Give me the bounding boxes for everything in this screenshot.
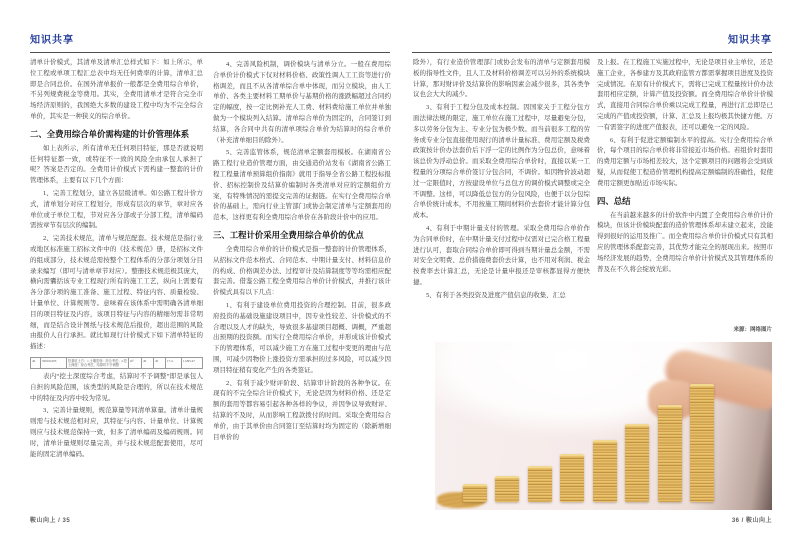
left-page-column-1 xyxy=(30,58,203,510)
coin-stack xyxy=(625,424,649,502)
photo-source-caption: 来源：网络图片 xyxy=(733,327,772,333)
left-page-header: 知识共享 xyxy=(30,35,74,46)
paragraph: 除外），有行业造价管理部门或协会发布的清单与定额套用模板的指导性文件，且人工及材料价格调差可以另外的系统模块计算，那对财评价及结算价的影响因素会减少很多，其各类争议也会大大的减少。 xyxy=(413,59,590,99)
coin-stack xyxy=(560,454,584,502)
paragraph: 3、完善计量规则，规范算量等同清单算量。清单计量规则需与技术规范相对应，其特征与内容、计量单位、计算规则应与技术规范保持一致，但多了清单编码及编码规则。同时，清单计量规则尽量完善，并与技术规范配套使用，尽可能的固定清单编码。 xyxy=(30,407,203,458)
paragraph: 2、有利于减少财评阶段、结算审计阶段的各种争议。在现有的不完全综合计价模式下，无论是因为材料价格、还是定额的套用等都容易引起各种各样的争议，并因争议导致财评、结算的不及时，从而影响工程款拨付的时间。采取全费用综合单价，由于其单价由合同签订至结算时均为固定的（除新增细目单价的 xyxy=(213,379,391,441)
section-heading: 三、工程计价采用全费用综合单价的优点 xyxy=(213,229,364,240)
right-page-column-1 xyxy=(413,58,590,338)
paragraph: 4、有利于中期计量支付的管理。采取全费用综合单价作为合同单价时，在中期计量支付过程中仅需对已完合格工程量进行认可，套取合同综合单价即可得到当期计量总金额，不需对安全文明费、总价措施费套价去计算，也不用对利润、税金按费率去计算汇总，无论是计量申报还是审核都显得方便快捷。 xyxy=(413,224,590,286)
table-cell: 500101003 xyxy=(41,358,67,368)
coin-stack xyxy=(690,384,714,502)
table-cell: 40 xyxy=(142,358,154,368)
table-cell: 17.4 xyxy=(166,358,182,368)
left-page-footer: 鞍山向上 / 35 xyxy=(30,518,71,524)
right-page-header: 知识共享 xyxy=(728,35,772,46)
coin-stacks xyxy=(463,384,714,502)
coin-stack xyxy=(528,466,552,502)
paragraph: 6、有利于促进定额编制水平的提高。实行全费用综合单价，每个项目的综合单价将非常接近市场价格。若组价时套用的费用定额与市场相差较大，这个定额项目的问题将会受到质疑，从而促使工程造价管理机构提高定额编制的准确性，促使费用定额更加贴近市场实际。 xyxy=(597,136,773,187)
table-cell: 挖基坑土方：1.土壤类别：综合考虑；2.挖土深度：综合考虑，结算时不予调整 xyxy=(68,358,127,367)
paragraph: 在当前越来越多的计价软件中内置了全费用综合单价计价模块，但该计价模块配套的造价管理体系却未建立起来，没能得到很好的运用及推广。而全费用综合单价计价模式只有其相应的管理体系配套完善，其优势才能完全的展现出来。按照市场经济发展的趋势，全费用综合单价计价模式及其管理体系的普及在不久将会绽放光彩。 xyxy=(597,211,773,273)
paragraph: 5、完善监管体系，规范清单定额套用模板。在湖南省公路工程行业造价管理方面，由交通造价站发布《湖南省公路工程工程量清单预算组价指南》就用于指导全省公路工程投标报价、招标控制价及结算价编制时各类清单对应的定额组价方案，有特殊情况的需提交完善的证据链。在实行全费用综合单价的基础上，需向行业主管部门或协会制定清单与定额套用的范本，这样更有利全费用综合单价在各阶段计价中的应用。 xyxy=(213,149,391,222)
paragraph: 1、有利于建设单位费用投资的合理控制。目前，很多政府投资的基础设施建设项目中，因专业性较差、计价模式的不合理以及人才的缺失，导致很多基建项目超概、调概，严重超出预期的投资额。而实行全费用综合单价，并形成该计价模式下的管理体系，可以减少施工方在施工过程中变更的理由与范围，可减少因物价上涨投资方需承担的过多风险，可以减少因项目特征稍有变化产生的各类签证。 xyxy=(213,301,391,374)
coin-stack xyxy=(658,405,682,502)
paragraph: 5、有利于各类投资及进度产值信息的收集、汇总 xyxy=(426,291,566,299)
right-page-column-2 xyxy=(597,58,773,320)
paragraph: 表内“挖土深度综合考虑，结算时不予调整”即是承包人自担的风险范围，该类型的风险是合理的，所以在技术规范中的特征及内容中较为常见。 xyxy=(30,372,203,402)
left-page-column-2 xyxy=(213,58,391,510)
table-cell: 40 xyxy=(31,358,41,368)
right-header-rule xyxy=(412,52,772,53)
paragraph: 如上表所示，所有清单无任何项目特征，那是否就说明任何特征都一致，或特征不一致的风险全由承包人承担了呢？答案是否定的。全费用计价模式下需构建一整套的计价管理体系，主要有以下几个方面： xyxy=(30,144,203,185)
right-page-footer: 36 / 鞍山向上 xyxy=(731,518,772,524)
table-cell: 45 xyxy=(154,358,166,368)
coin-stack xyxy=(495,476,519,502)
article-photo xyxy=(435,342,772,510)
paragraph: 1、完善工程划分，建立各层级清单。如公路工程计价方式，清单划分对应工程划分，形成有层次的章节，章对应各单位或子单位工程，节对应各分部或子分部工程，清单编码需按章节有层次的编制。 xyxy=(30,189,203,230)
left-header-rule xyxy=(30,52,390,53)
paragraph: 3、有利于工程分包及成本控制。因国家关于工程分包方面法律法规的限定，施工单位在施工过程中，尽量避免分包，多以劳务分包为主、专业分包为极少数。而当前很多工程的劳务或专业分包直接使用现行的清单计量标准、费用定额及税费政策按计价办法套价后下浮一定的比例作为分包总价，意味着该总价为浮动总价。而采取全费用综合单价时，直接以某一工程量的分项综合单价签订分包合同，不调价。如因物价波动超过一定限值时，方按建设单位与总包方的调价模式调整或完全不调整。这样，可以降低总包方的分包风险，也便于以分包综合单价统计成本，不用按施工期间材料价去套价才能计算分包成本。 xyxy=(413,104,590,220)
section-heading: 二、全费用综合单价需构建的计价管理体系 xyxy=(30,128,190,139)
paragraph: 清单计价模式，其清单及清单汇总样式如下：如上所示，单位工程或单项工程汇总表中均无任何费率的计算，清单汇总即是合同总价。在国外清单报价一般都是全费用综合单价，不另列规费税金等费用。其实，全费用清单才是符合完全市场经济原则的，我国绝大多数的建设工程中均为不完全综合单价，其实是一种狭义的综合单价。 xyxy=(30,59,203,120)
coin-stack xyxy=(593,440,617,502)
paragraph: 及上报。在工程施工实施过程中，无论是项目业主单位，还是施工企业，各参建方及其政府监管方都需掌握项目进度及投资完成情况。在原有计价模式下，需将已完成工程量按计价办法套用相应定额，计算产值及投资额。而全费用综合单价计价模式，直接用合同综合单价乘以完成工程量，再进行汇总即是已完成的产值或投资额，计算、汇总及上报均极其快捷方便。万一有需签字的进度产值报表，还可以避免一定的风险。 xyxy=(597,59,773,131)
section-heading: 四、总结 xyxy=(597,195,631,206)
table-cell: m³ xyxy=(129,358,142,368)
sample-boq-table xyxy=(30,357,203,369)
paragraph: 2、完善技术规范，清单与规范配套。技术规范是指行业或地区标准施工招标文件中的《技术规范》册，是招标文件的组成部分，技术规范需按整个工程体系的分部分项划分目录来编写（即可与清单章节对应）。整册技术规范极其庞大，横向需囊括该专业工程现行所有的施工工艺，纵向上需要有各分部分项的施工准备、施工过程、特征内容、质量检验、计量单位、计算规则等。意味着在该体系中需明确各清单细目的项目特征及内容，该项目特征与内容的精细勿需非常明细，而是结合设计图纸与技术规范后报价，超出范围的风险由报价人自行承担。就比如现行计价模式下如下清单特征的描述： xyxy=(30,235,203,351)
paragraph: 4、完善风险机制，调价模块与清单分立。一般在费用综合单价计价模式下仅对材料价格、政策性调人工工资等进行价格调差，而且不从各清单综合单中体现，而另立模块，由人工单价、各类主要材料工期单价与基期价格的涨跌幅超过合同约定的幅度，按一定比例补充人工费、材料费给施工单位并单独做为一个模块列入结算。清单综合单价为固定的，合同签订到结算，各合同中共有的清单项综合单价为结算时的综合单价（补充清单细目的除外）。 xyxy=(213,61,391,144)
coin-stack xyxy=(463,484,487,502)
table-cell: 11295.47 xyxy=(183,358,195,363)
paragraph: 全费用综合单价的计价模式是指一整套的计价管理体系，从招标文件范本格式、合同范本、中期计量支付、材料信息价的构成、价格调差办法、过程审计及结算制度等等均需相应配套完善。借鉴公路工程全费用综合单价计价模式，并推行该计价模式具有以下几点： xyxy=(213,245,391,297)
